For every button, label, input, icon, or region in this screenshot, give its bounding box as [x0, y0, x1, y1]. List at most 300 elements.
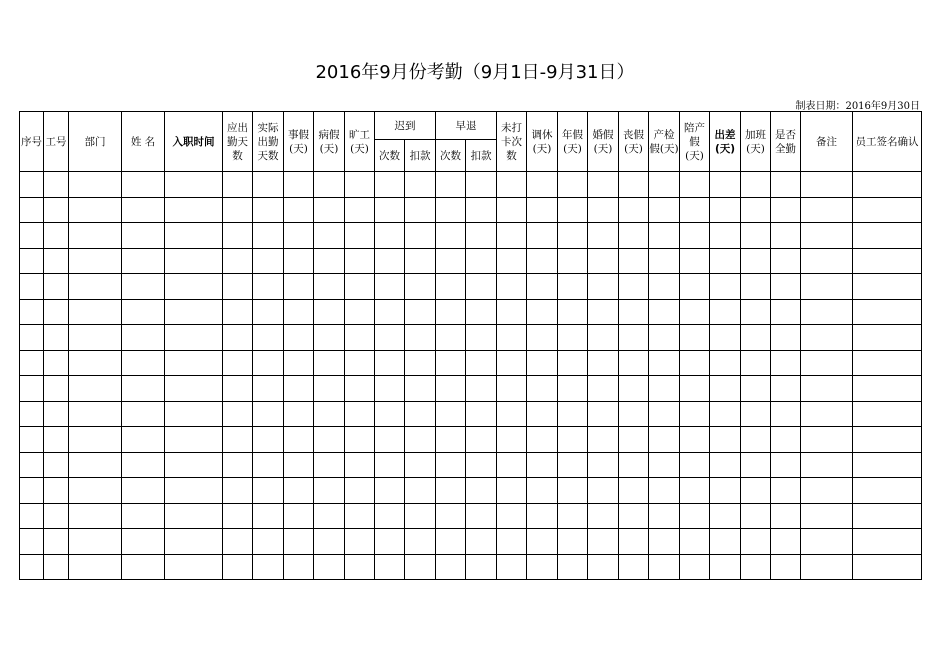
table-cell — [314, 274, 345, 300]
table-cell — [497, 401, 527, 427]
table-cell — [253, 427, 284, 453]
table-cell — [314, 172, 345, 198]
table-cell — [649, 554, 680, 580]
table-cell — [375, 452, 405, 478]
table-cell — [588, 274, 619, 300]
table-cell — [497, 427, 527, 453]
table-cell — [405, 172, 436, 198]
table-cell — [801, 223, 853, 249]
table-cell — [741, 529, 771, 555]
table-cell — [558, 427, 588, 453]
table-cell — [853, 529, 922, 555]
table-cell — [497, 274, 527, 300]
table-cell — [345, 452, 375, 478]
table-cell — [284, 197, 314, 223]
table-cell — [741, 299, 771, 325]
table-cell — [710, 197, 741, 223]
table-cell — [558, 197, 588, 223]
table-cell — [527, 197, 558, 223]
table-cell — [497, 223, 527, 249]
table-cell — [710, 478, 741, 504]
table-cell — [375, 299, 405, 325]
table-cell — [284, 554, 314, 580]
table-cell — [771, 325, 801, 351]
table-cell — [122, 223, 165, 249]
table-cell — [314, 401, 345, 427]
table-row — [20, 376, 922, 402]
table-cell — [771, 248, 801, 274]
table-cell — [20, 325, 44, 351]
table-row — [20, 248, 922, 274]
table-cell — [20, 248, 44, 274]
table-cell — [710, 452, 741, 478]
table-cell — [771, 401, 801, 427]
table-cell — [44, 172, 69, 198]
table-cell — [405, 376, 436, 402]
table-cell — [588, 350, 619, 376]
table-cell — [165, 248, 223, 274]
table-cell — [69, 197, 122, 223]
table-cell — [405, 325, 436, 351]
table-cell — [801, 401, 853, 427]
table-cell — [44, 452, 69, 478]
table-row — [20, 478, 922, 504]
table-cell — [375, 529, 405, 555]
table-cell — [314, 197, 345, 223]
table-cell — [253, 452, 284, 478]
table-cell — [314, 529, 345, 555]
table-cell — [69, 427, 122, 453]
table-cell — [771, 452, 801, 478]
table-cell — [853, 248, 922, 274]
table-cell — [619, 452, 649, 478]
table-cell — [314, 299, 345, 325]
table-cell — [558, 350, 588, 376]
header-overtime: 加班(天) — [741, 112, 771, 172]
header-dept: 部门 — [69, 112, 122, 172]
table-cell — [558, 223, 588, 249]
table-cell — [405, 299, 436, 325]
table-cell — [165, 529, 223, 555]
table-cell — [375, 401, 405, 427]
table-cell — [588, 529, 619, 555]
table-cell — [69, 248, 122, 274]
table-cell — [253, 325, 284, 351]
table-cell — [466, 248, 497, 274]
table-cell — [588, 478, 619, 504]
table-cell — [284, 503, 314, 529]
table-cell — [741, 427, 771, 453]
table-cell — [253, 529, 284, 555]
table-cell — [801, 427, 853, 453]
table-cell — [44, 478, 69, 504]
table-cell — [122, 529, 165, 555]
table-cell — [619, 223, 649, 249]
table-cell — [284, 529, 314, 555]
table-cell — [527, 503, 558, 529]
table-cell — [801, 478, 853, 504]
table-cell — [741, 325, 771, 351]
table-cell — [801, 299, 853, 325]
table-cell — [771, 503, 801, 529]
header-prenatal-leave: 产检假(天) — [649, 112, 680, 172]
table-cell — [649, 248, 680, 274]
table-cell — [122, 427, 165, 453]
table-cell — [69, 223, 122, 249]
table-cell — [527, 223, 558, 249]
table-cell — [345, 223, 375, 249]
table-cell — [20, 554, 44, 580]
table-cell — [165, 299, 223, 325]
table-cell — [649, 350, 680, 376]
table-cell — [436, 452, 466, 478]
table-cell — [497, 299, 527, 325]
table-cell — [375, 554, 405, 580]
table-cell — [801, 274, 853, 300]
table-cell — [69, 376, 122, 402]
table-cell — [497, 376, 527, 402]
table-cell — [122, 503, 165, 529]
table-cell — [466, 478, 497, 504]
table-cell — [436, 427, 466, 453]
table-cell — [253, 503, 284, 529]
table-cell — [466, 299, 497, 325]
table-cell — [20, 503, 44, 529]
header-actual-days: 实际出勤天数 — [253, 112, 284, 172]
table-cell — [466, 350, 497, 376]
table-cell — [558, 452, 588, 478]
table-cell — [165, 478, 223, 504]
table-cell — [588, 376, 619, 402]
table-cell — [405, 529, 436, 555]
table-cell — [680, 427, 710, 453]
table-cell — [253, 223, 284, 249]
table-cell — [165, 376, 223, 402]
table-cell — [405, 223, 436, 249]
table-cell — [284, 172, 314, 198]
table-cell — [20, 299, 44, 325]
table-cell — [771, 376, 801, 402]
table-cell — [405, 350, 436, 376]
table-cell — [466, 376, 497, 402]
table-cell — [122, 325, 165, 351]
table-cell — [314, 478, 345, 504]
table-cell — [436, 529, 466, 555]
table-cell — [405, 274, 436, 300]
table-cell — [710, 529, 741, 555]
table-cell — [853, 452, 922, 478]
table-cell — [253, 478, 284, 504]
header-paternity-leave: 陪产假(天) — [680, 112, 710, 172]
table-row — [20, 299, 922, 325]
table-cell — [165, 223, 223, 249]
table-cell — [284, 223, 314, 249]
header-hire-date: 入职时间 — [165, 112, 223, 172]
table-cell — [741, 478, 771, 504]
table-cell — [284, 376, 314, 402]
table-cell — [284, 248, 314, 274]
table-cell — [375, 172, 405, 198]
table-cell — [588, 427, 619, 453]
table-cell — [558, 503, 588, 529]
table-cell — [588, 172, 619, 198]
table-cell — [345, 401, 375, 427]
table-cell — [466, 503, 497, 529]
table-cell — [165, 350, 223, 376]
header-comp-leave: 调休(天) — [527, 112, 558, 172]
table-cell — [497, 350, 527, 376]
table-cell — [710, 274, 741, 300]
table-cell — [527, 172, 558, 198]
table-cell — [69, 274, 122, 300]
table-cell — [69, 529, 122, 555]
table-cell — [284, 325, 314, 351]
table-cell — [69, 554, 122, 580]
table-cell — [405, 503, 436, 529]
table-cell — [122, 376, 165, 402]
header-late-deduct: 扣款 — [405, 140, 436, 172]
table-cell — [649, 529, 680, 555]
table-cell — [20, 478, 44, 504]
table-cell — [375, 325, 405, 351]
table-cell — [314, 503, 345, 529]
table-cell — [619, 172, 649, 198]
table-cell — [20, 197, 44, 223]
table-cell — [680, 452, 710, 478]
table-cell — [680, 197, 710, 223]
table-cell — [527, 274, 558, 300]
table-cell — [619, 299, 649, 325]
table-row — [20, 172, 922, 198]
table-cell — [436, 554, 466, 580]
header-personal-leave: 事假(天) — [284, 112, 314, 172]
table-cell — [69, 172, 122, 198]
table-cell — [69, 478, 122, 504]
table-cell — [345, 325, 375, 351]
table-cell — [165, 427, 223, 453]
table-cell — [44, 325, 69, 351]
table-cell — [853, 197, 922, 223]
table-cell — [223, 172, 253, 198]
table-cell — [405, 554, 436, 580]
table-cell — [436, 223, 466, 249]
table-cell — [375, 248, 405, 274]
table-cell — [314, 350, 345, 376]
table-cell — [20, 274, 44, 300]
table-cell — [558, 529, 588, 555]
header-annual-leave: 年假(天) — [558, 112, 588, 172]
table-row — [20, 325, 922, 351]
table-cell — [741, 376, 771, 402]
table-cell — [122, 452, 165, 478]
table-cell — [345, 427, 375, 453]
table-cell — [223, 350, 253, 376]
table-cell — [680, 401, 710, 427]
table-cell — [801, 248, 853, 274]
table-cell — [375, 223, 405, 249]
table-cell — [771, 274, 801, 300]
table-cell — [253, 299, 284, 325]
table-cell — [466, 452, 497, 478]
table-cell — [375, 503, 405, 529]
table-cell — [20, 427, 44, 453]
table-cell — [558, 401, 588, 427]
table-cell — [253, 376, 284, 402]
table-cell — [771, 427, 801, 453]
table-cell — [284, 478, 314, 504]
table-cell — [680, 376, 710, 402]
table-cell — [649, 452, 680, 478]
table-cell — [680, 350, 710, 376]
table-date: 制表日期：2016年9月30日 — [795, 101, 920, 112]
table-cell — [405, 248, 436, 274]
table-cell — [345, 197, 375, 223]
table-cell — [122, 478, 165, 504]
table-cell — [741, 248, 771, 274]
table-cell — [284, 350, 314, 376]
table-cell — [649, 427, 680, 453]
table-cell — [165, 452, 223, 478]
table-cell — [497, 554, 527, 580]
table-cell — [710, 223, 741, 249]
table-cell — [223, 376, 253, 402]
header-missed-punch: 未打卡次数 — [497, 112, 527, 172]
table-cell — [680, 529, 710, 555]
table-cell — [122, 197, 165, 223]
table-cell — [122, 401, 165, 427]
table-row — [20, 554, 922, 580]
table-cell — [405, 401, 436, 427]
table-cell — [314, 452, 345, 478]
table-cell — [527, 478, 558, 504]
table-row — [20, 452, 922, 478]
table-cell — [619, 274, 649, 300]
table-cell — [223, 197, 253, 223]
table-cell — [165, 172, 223, 198]
table-cell — [497, 529, 527, 555]
table-cell — [853, 401, 922, 427]
table-cell — [122, 350, 165, 376]
table-cell — [497, 172, 527, 198]
table-cell — [710, 376, 741, 402]
table-cell — [649, 197, 680, 223]
table-cell — [223, 529, 253, 555]
table-cell — [771, 350, 801, 376]
attendance-table — [19, 111, 922, 580]
table-cell — [345, 529, 375, 555]
table-cell — [122, 248, 165, 274]
table-cell — [44, 503, 69, 529]
table-cell — [771, 223, 801, 249]
table-cell — [680, 325, 710, 351]
table-cell — [680, 172, 710, 198]
table-cell — [649, 503, 680, 529]
table-cell — [69, 350, 122, 376]
table-cell — [253, 172, 284, 198]
table-cell — [165, 197, 223, 223]
table-cell — [710, 172, 741, 198]
table-cell — [853, 223, 922, 249]
table-cell — [314, 223, 345, 249]
table-cell — [853, 376, 922, 402]
table-cell — [558, 325, 588, 351]
table-cell — [405, 452, 436, 478]
table-cell — [527, 248, 558, 274]
table-row — [20, 197, 922, 223]
table-cell — [497, 452, 527, 478]
table-cell — [436, 274, 466, 300]
header-absent: 旷工(天) — [345, 112, 375, 172]
table-cell — [314, 325, 345, 351]
table-cell — [741, 223, 771, 249]
table-cell — [741, 452, 771, 478]
table-cell — [44, 223, 69, 249]
table-cell — [223, 248, 253, 274]
table-cell — [619, 427, 649, 453]
table-cell — [466, 529, 497, 555]
table-cell — [223, 478, 253, 504]
table-cell — [619, 350, 649, 376]
table-cell — [680, 299, 710, 325]
page-title: 2016年9月份考勤（9月1日-9月31日） — [315, 62, 635, 83]
table-cell — [588, 503, 619, 529]
table-cell — [345, 478, 375, 504]
table-cell — [44, 350, 69, 376]
table-cell — [466, 401, 497, 427]
table-row — [20, 401, 922, 427]
table-cell — [466, 223, 497, 249]
table-cell — [558, 248, 588, 274]
header-marriage-leave: 婚假(天) — [588, 112, 619, 172]
table-cell — [497, 478, 527, 504]
table-cell — [405, 197, 436, 223]
table-row — [20, 503, 922, 529]
table-cell — [284, 452, 314, 478]
header-late: 迟到 — [375, 112, 436, 140]
table-cell — [741, 401, 771, 427]
table-cell — [253, 274, 284, 300]
table-cell — [466, 197, 497, 223]
table-cell — [165, 274, 223, 300]
table-cell — [69, 503, 122, 529]
table-cell — [497, 325, 527, 351]
table-cell — [436, 197, 466, 223]
table-cell — [466, 172, 497, 198]
header-signature: 员工签名确认 — [853, 112, 922, 172]
table-cell — [436, 478, 466, 504]
table-cell — [44, 299, 69, 325]
table-cell — [20, 223, 44, 249]
table-cell — [558, 554, 588, 580]
table-cell — [527, 427, 558, 453]
table-cell — [436, 376, 466, 402]
table-row — [20, 427, 922, 453]
table-cell — [223, 401, 253, 427]
table-cell — [680, 223, 710, 249]
table-cell — [375, 478, 405, 504]
table-cell — [284, 427, 314, 453]
table-cell — [405, 427, 436, 453]
header-late-count: 次数 — [375, 140, 405, 172]
table-cell — [649, 172, 680, 198]
table-cell — [527, 401, 558, 427]
table-cell — [223, 554, 253, 580]
table-cell — [69, 401, 122, 427]
table-cell — [436, 172, 466, 198]
table-cell — [375, 376, 405, 402]
table-cell — [619, 376, 649, 402]
table-cell — [253, 401, 284, 427]
